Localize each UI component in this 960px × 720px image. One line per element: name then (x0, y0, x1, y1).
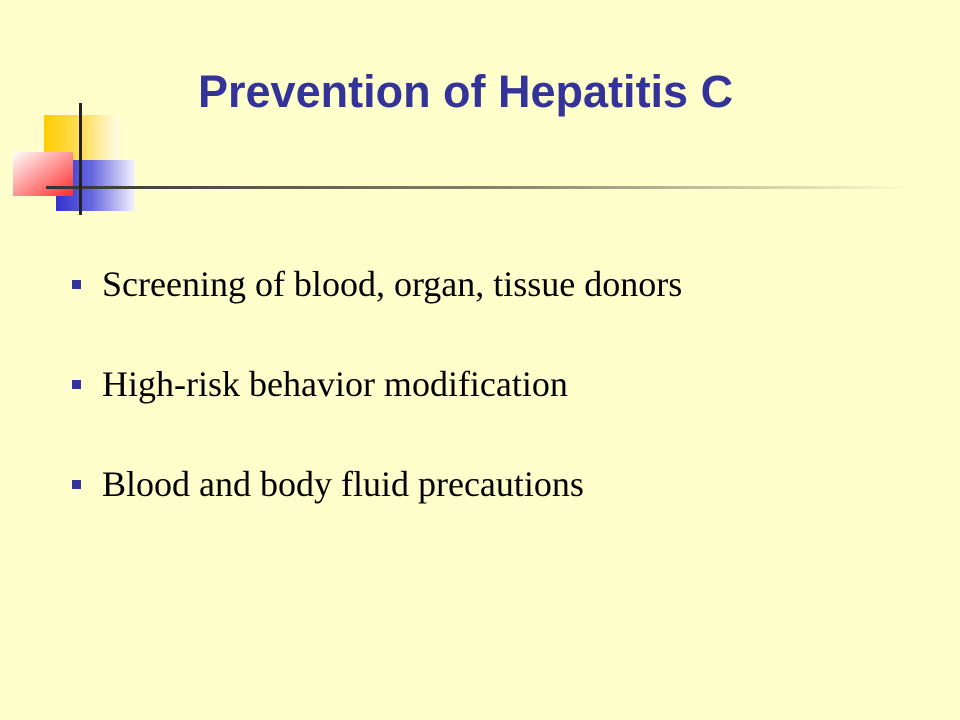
list-item (72, 256, 682, 312)
bullet-text: Blood and body fluid precautions (102, 464, 584, 504)
deco-red-square (13, 152, 73, 196)
bullet-list (72, 256, 682, 556)
list-item (72, 356, 682, 412)
slide-title: Prevention of Hepatitis C (198, 66, 734, 117)
bullet-text: High-risk behavior modification (102, 364, 568, 404)
square-bullet-icon (72, 380, 81, 389)
square-bullet-icon (72, 280, 81, 289)
list-item (72, 456, 682, 512)
deco-vertical-line (79, 103, 82, 215)
square-bullet-icon (72, 480, 81, 489)
bullet-text: Screening of blood, organ, tissue donors (102, 264, 683, 304)
deco-horizontal-line (46, 186, 916, 189)
